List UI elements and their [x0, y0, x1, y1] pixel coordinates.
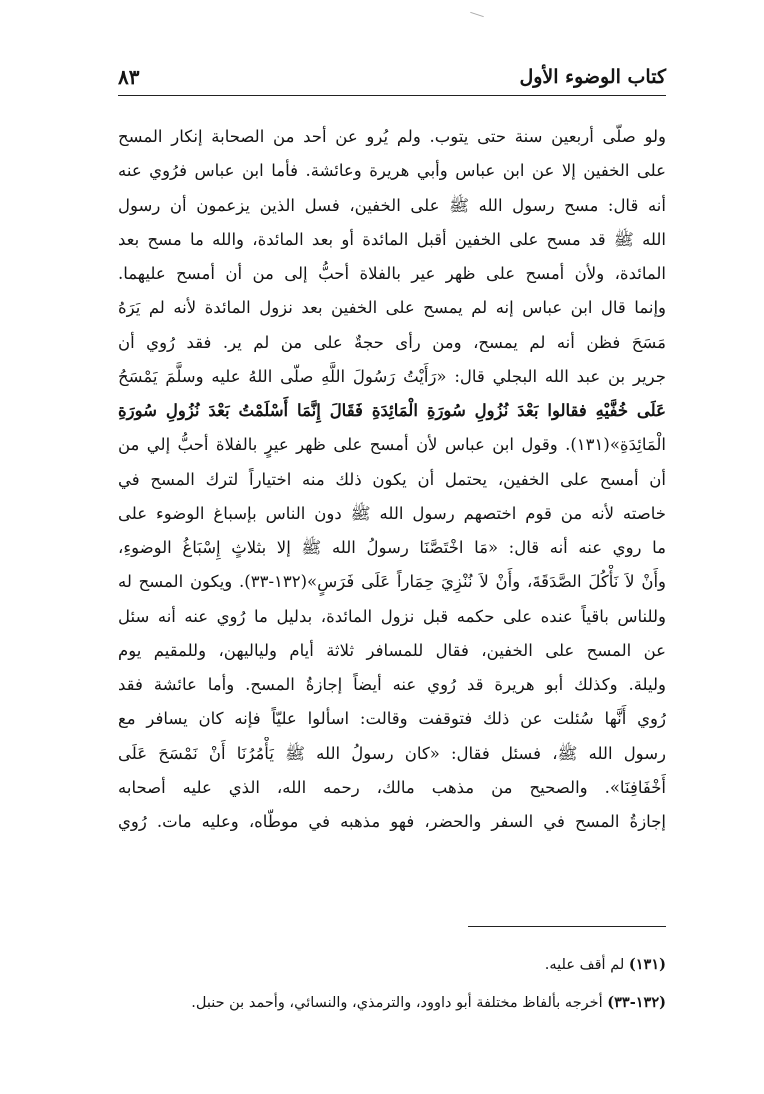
- running-header: [118, 62, 666, 92]
- footnote-item: [118, 984, 666, 1022]
- text-line: ولو صلّى أربعين سنة حتى يتوب. ولم يُرو عن أحد من الصحابة إنكار المسح: [118, 127, 666, 146]
- footnote-number: (١٣٢-٣٣): [607, 994, 666, 1011]
- text-line: أَخْفَافِنَا». والصحيح من مذهب مالك، رحمه الله، الذي عليه أصحابه: [118, 777, 666, 797]
- text-line: أن أمسح على الخفين، يحتمل أن يكون ذلك منه اختياراً لترك المسح في: [118, 469, 666, 489]
- hadith-line: عَلَى خُفَّيْهِ فقالوا بَعْدَ نُزُولِ سُورَةِ الْمَائِدَةِ فَقَالَ إِنَّمَا أَسْلَمْتُ بَعْدَ نُزُولِ سُورَةِ: [118, 401, 666, 420]
- text-line: على الخفين إلا عن ابن عباس وأبي هريرة وعائشة. فأما ابن عباس فرُوي عنه: [118, 161, 666, 181]
- text-line: وللناس باقياً عنده على حكمه قبل نزول المائدة، بدليل ما رُوي عنه أنه سئل: [118, 606, 666, 626]
- text-line: رسول الله ﷺ، فسئل فقال: «كان رسولُ الله ﷺ يَأْمُرُنَا أَنْ نَمْسَحَ عَلَى: [118, 743, 666, 763]
- text-line: رُوي أَنَّها سُئلت عن ذلك فتوقفت وقالت: اسألوا عليّاً فإنه كان يسافر مع: [118, 709, 666, 729]
- text-line: ما روي عنه أنه قال: «مَا اخْتَصَّنَا رسولُ الله ﷺ إلا بثلاثٍ إِسْبَاغُ الوضوءِ،: [118, 538, 666, 557]
- footnote-divider: [468, 926, 666, 927]
- scan-mark: [470, 12, 484, 17]
- text-line: وليلة. وكذلك أبو هريرة قد رُوي عنه أيضاً إجازةُ المسح. وأما عائشة فقد: [118, 675, 666, 694]
- text-line: مَسَحَ فظن أنه لم يمسح، ومن رأى حجةٌ على من لم ير. فقد رُوي أن: [118, 332, 666, 352]
- text-line: عن المسح على الخفين، فقال للمسافر ثلاثة أيام ولياليهن، وللمقيم يوم: [118, 640, 666, 660]
- page-number: ٨٣: [118, 65, 140, 89]
- text-line: الله ﷺ قد مسح على الخفين أقبل المائدة أو بعد المائدة، والله ما مسح بعد: [118, 229, 666, 249]
- text-line: المائدة، ولأن أمسح على ظهر عير بالفلاة أحبُّ إلى من أن أمسح عليهما.: [118, 264, 666, 283]
- text-line: الْمَائِدَةِ»(١٣١). وقول ابن عباس لأن أمسح على ظهر عيرٍ بالفلاة أحبُّ إلي من: [118, 435, 666, 455]
- text-line: وأَنْ لاَ نَأْكُلَ الصَّدَقَةَ، وأَنْ لاَ نُنْزِيَ حِمَاراً عَلَى فَرَسٍ»(١٣٢-٣٣). ويكون المسح له: [118, 572, 666, 592]
- footnotes: [118, 946, 666, 1022]
- text-line: أنه قال: مسح رسول الله ﷺ على الخفين، فسل الذين يزعمون أن رسول: [118, 195, 666, 215]
- header-divider: [118, 95, 666, 96]
- footnote-item: [118, 946, 666, 984]
- footnote-text: لم أقف عليه.: [544, 957, 625, 973]
- text-line: جرير بن عبد الله البجلي قال: «رَأَيْتُ رَسُولَ اللَّهِ صلّى اللهُ عليه وسلَّمَ يَمْسَحُ: [118, 366, 666, 386]
- text-line: إجازةُ المسح في السفر والحضر، فهو مذهبه في موطّاه، وعليه مات. رُوي: [118, 812, 666, 831]
- footnote-text: أخرجه بألفاظ مختلفة أبو داوود، والترمذي، والنسائي، وأحمد بن حنبل.: [191, 995, 603, 1011]
- text-line: وإنما قال ابن عباس إنه لم يمسح على الخفين بعد نزول المائدة لأنه لم يَرَهُ: [118, 298, 666, 318]
- text-line: خاصته لأنه من قوم اختصهم رسول الله ﷺ دون الناس بإسباغ الوضوء على: [118, 503, 666, 523]
- header-title: كتاب الوضوء الأول: [519, 66, 666, 88]
- footnote-number: (١٣١): [628, 956, 666, 973]
- main-text: [118, 120, 666, 839]
